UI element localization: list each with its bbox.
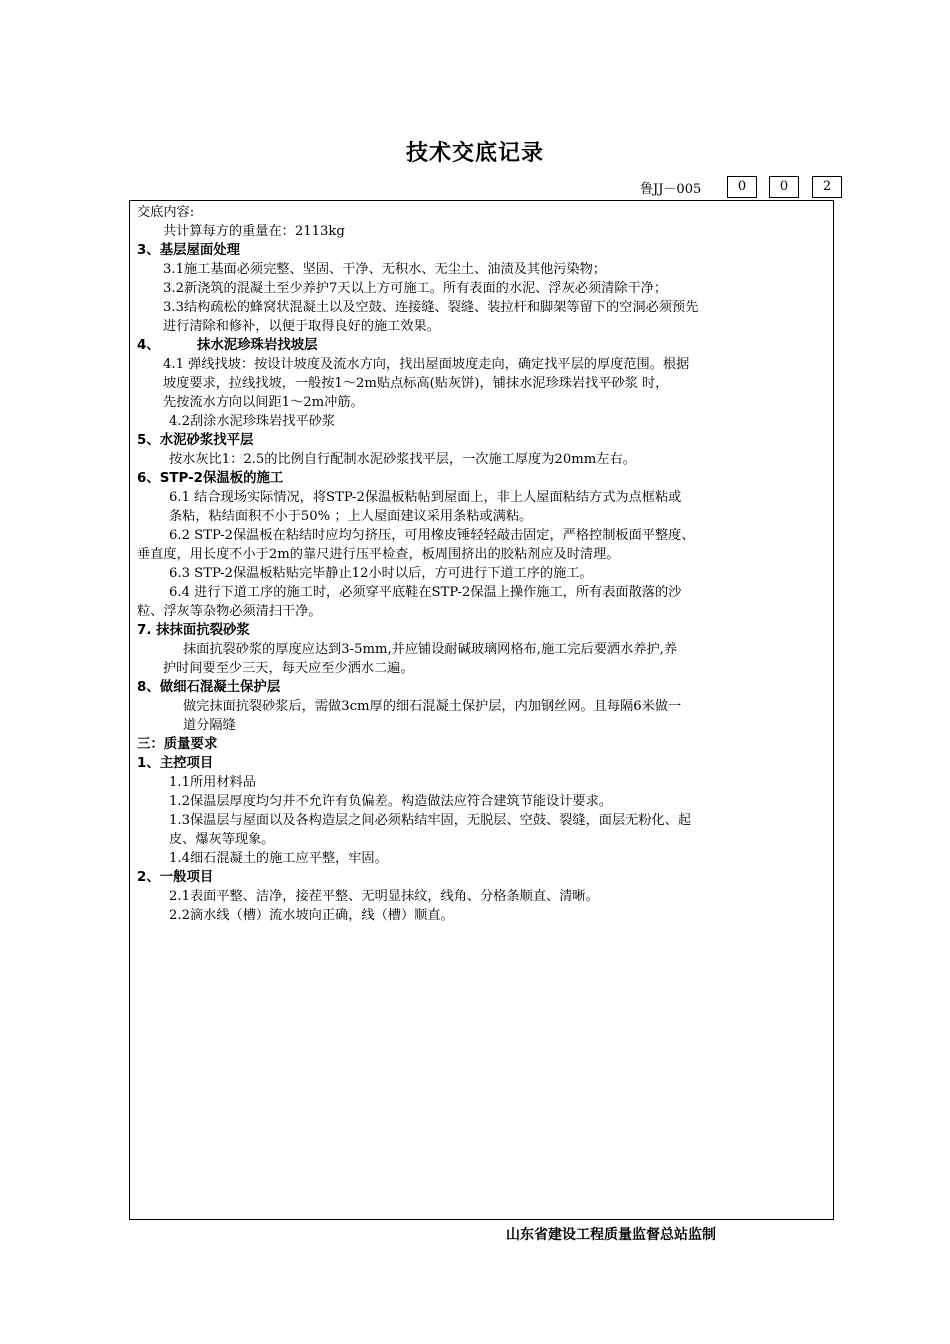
content-body <box>137 203 827 925</box>
main-item: 1.4细石混凝土的施工应平整，牢固。 <box>169 851 388 866</box>
weight-line: 共计算每方的重量在：2113kg <box>163 224 345 239</box>
section-6-line: 6.2 STP-2保温板在粘结时应均匀挤压，可用橡皮锤轻轻敲击固定，严格控制板面平整度、 <box>169 528 695 543</box>
section-4-line: 先按流水方向以间距1～2m冲筋。 <box>163 395 364 410</box>
section-4-line: 坡度要求，拉线找坡，一般按1～2m贴点标高(贴灰饼)，铺抹水泥珍珠岩找平砂浆 时， <box>163 376 669 391</box>
section-4-line: 4.2刮涂水泥珍珠岩找平砂浆 <box>169 414 336 429</box>
section-7-line: 抹面抗裂砂浆的厚度应达到3-5mm,并应铺设耐碱玻璃网格布,施工完后要洒水养护,养 <box>183 642 678 657</box>
section-8-line: 道分隔缝 <box>183 718 236 733</box>
code-box-2: 0 <box>769 176 799 198</box>
code-box-1: 0 <box>727 176 757 198</box>
section-4-title: 抹水泥珍珠岩找坡层 <box>197 338 318 353</box>
section-5-line: 按水灰比1：2.5的比例自行配制水泥砂浆找平层，一次施工厚度为20mm左右。 <box>169 452 636 467</box>
section-4-number: 4、 <box>137 338 160 353</box>
section-3-line: 3.3结构疏松的蜂窝状混凝土以及空鼓、连接缝、裂缝、装拉杆和脚架等留下的空洞必须预先 <box>163 300 699 315</box>
section-7-line: 护时间要至少三天，每天应至少洒水二遍。 <box>163 661 414 676</box>
document-title: 技术交底记录 <box>405 141 544 166</box>
form-code-label: 鲁JJ－005 <box>640 182 702 197</box>
section-8-heading: 8、做细石混凝土保护层 <box>137 680 281 695</box>
section-6-line: 垂直度，用长度不小于2m的靠尺进行压平检查，板周围挤出的胶粘剂应及时清理。 <box>137 547 620 562</box>
main-items-heading: 1、主控项目 <box>137 756 214 771</box>
section-6-line: 粒、浮灰等杂物必须清扫干净。 <box>137 604 322 619</box>
section-4-heading <box>137 336 827 355</box>
quality-heading: 三：质量要求 <box>137 737 218 752</box>
main-item: 1.3保温层与屋面以及各构造层之间必须粘结牢固，无脱层、空鼓、裂缝，面层无粉化、起 <box>169 813 692 828</box>
section-4-line: 4.1 弹线找坡：按设计坡度及流水方向，找出屋面坡度走向，确定找平层的厚度范围。根据 <box>163 357 690 372</box>
section-8-line: 做完抹面抗裂砂浆后，需做3cm厚的细石混凝土保护层，内加钢丝网。且每隔6米做一 <box>183 699 682 714</box>
general-item: 2.2滴水线（槽）流水坡向正确，线（槽）顺直。 <box>169 908 454 923</box>
general-items-heading: 2、一般项目 <box>137 870 214 885</box>
main-item: 1.2保温层厚度均匀并不允许有负偏差。构造做法应符合建筑节能设计要求。 <box>169 794 612 809</box>
section-5-heading: 5、水泥砂浆找平层 <box>137 433 254 448</box>
section-6-heading: 6、STP-2保温板的施工 <box>137 471 284 486</box>
section-7-heading: 7. 抹抹面抗裂砂浆 <box>137 623 250 638</box>
main-item: 1.1所用材料品 <box>169 775 256 790</box>
general-item: 2.1表面平整、洁净，接茬平整、无明显抹纹，线角、分格条顺直、清晰。 <box>169 889 599 904</box>
section-3-line: 3.1施工基面必须完整、坚固、干净、无积水、无尘土、油渍及其他污染物； <box>163 262 606 277</box>
section-3-heading: 3、基层屋面处理 <box>137 243 241 258</box>
section-6-line: 6.4 进行下道工序的施工时，必须穿平底鞋在STP-2保温上操作施工，所有表面散落的沙 <box>169 585 682 600</box>
section-3-line: 3.2新浇筑的混凝土至少养护7天以上方可施工。所有表面的水泥、浮灰必须清除干净； <box>163 281 668 296</box>
intro-label: 交底内容: <box>137 205 195 220</box>
section-3-line: 进行清除和修补，以便于取得良好的施工效果。 <box>163 319 440 334</box>
footer-issuer: 山东省建设工程质量监督总站监制 <box>506 1227 716 1243</box>
section-6-line: 6.3 STP-2保温板粘贴完毕静止12小时以后，方可进行下道工序的施工。 <box>169 566 593 581</box>
code-box-3: 2 <box>812 176 842 198</box>
section-6-line: 6.1 结合现场实际情况，将STP-2保温板粘帖到屋面上，非上人屋面粘结方式为点框粘或 <box>169 490 682 505</box>
section-6-line: 条粘，粘结面积不小于50% ；上人屋面建议采用条粘或满粘。 <box>169 509 533 524</box>
main-item: 皮、爆灰等现象。 <box>169 832 275 847</box>
